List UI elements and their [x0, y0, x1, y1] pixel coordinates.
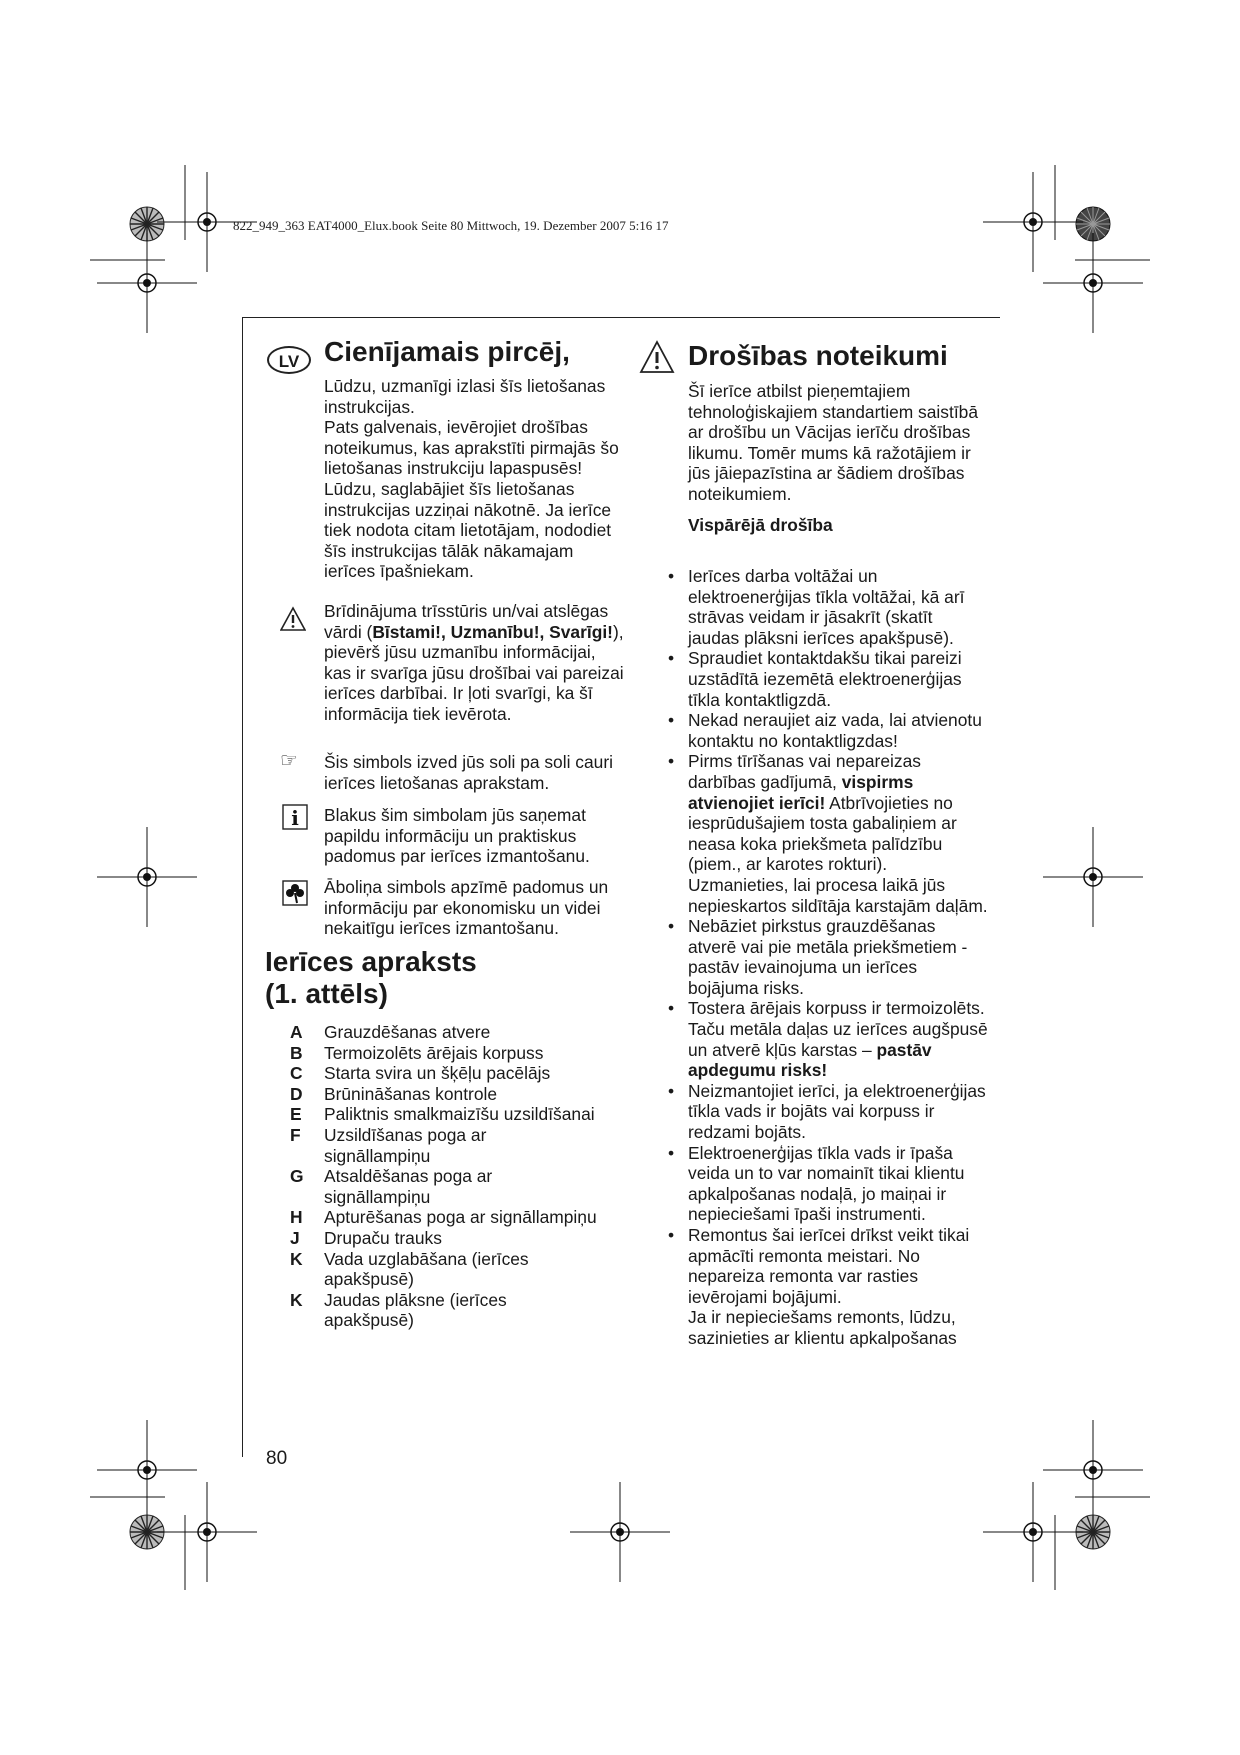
pointing-hand-icon: ☞ [280, 750, 298, 772]
list-item: G Atsaldēšanas poga ar signāllampiņu [290, 1166, 493, 1207]
list-item: K Jaudas plāksne (ierīces apakšpusē) [290, 1289, 507, 1331]
list-item: • Nekad neraujiet aiz vada, lai atvienotu kontaktu no kontaktligzdas! [688, 710, 988, 751]
registration-cross-icon [97, 827, 197, 927]
list-item: D Brūnināšanas kontrole [290, 1083, 498, 1104]
registration-cross-icon [97, 233, 197, 333]
list-item: • Neizmantojiet ierīci, ja elektroenerģijas tīkla vads ir bojāts vai korpuss ir redzami bojāts. [688, 1081, 988, 1143]
list-item: • Nebāziet pirkstus grauzdēšanas atverē vai pie metāla priekšmetiem - pastāv ievainojuma un ierīces bojājuma risks. [688, 916, 988, 998]
list-item: • Tostera ārējais korpuss ir termoizolēts. Taču metāla daļas uz ierīces augšpusē un atverē kļūs karstas – pastāv apdegumu risks! [688, 998, 988, 1080]
registration-cross-icon [1043, 1420, 1143, 1520]
language-badge: LV [267, 346, 311, 374]
list-item: J Drupaču trauks [290, 1227, 442, 1248]
warning-triangle-icon [639, 340, 675, 374]
warning-triangle-icon [280, 606, 306, 632]
page-number: 80 [266, 1448, 288, 1469]
intro-paragraph: Pats galvenais, ievērojiet drošības noteikumus, kas aprakstīti pirmajās šo lietošanas instrukciju lapaspusēs! Lūdzu, saglabājiet šīs lietošanas instrukcijas uzziņai nākotnē. Ja ierīce tiek nodota citam lietotājam, nododiet šīs instrukcijas tālāk nākamajam ierīces īpašniekam. [324, 417, 619, 582]
list-item: • Remontus šai ierīcei drīkst veikt tikai apmācīti remonta meistari. No nepareiza remonta var rasties ievērojami bojājumi. Ja ir nepieciešams remonts, lūdzu, sazinieties ar klientu apkalpošanas [688, 1225, 988, 1349]
list-item: E Paliktnis smalkmaizīšu uzsildīšanai [290, 1104, 595, 1125]
registration-cross-icon [983, 172, 1083, 272]
list-item: F Uzsildīšanas poga ar signāllampiņu [290, 1124, 487, 1166]
list-item: • Ierīces darba voltāžai un elektroenerģijas tīkla voltāžai, kā arī strāvas veidam ir jāsakrīt (skatīt jaudas plāksni ierīces apakšpusē). [688, 566, 988, 648]
warning-explanation: Brīdinājuma trīsstūris un/vai atslēgas vārdi (Bīstami!, Uzmanību!, Svarīgi!), pievērš jūsu uzmanību informācijai, kas ir svarīga jūsu drošībai vai pareizai ierīces darbībai. Ir ļoti svarīgi, ka šī informācija tiek ievērota. [324, 601, 624, 724]
column-rule-horizontal [242, 317, 1000, 318]
info-icon [282, 804, 308, 830]
list-item: • Elektroenerģijas tīkla vads ir īpaša veida un to var nomainīt tikai klientu apkalpošanas nodaļā, jo maiņai ir nepieciešami īpaši instrumenti. [688, 1143, 988, 1225]
column-rule-vertical [242, 317, 243, 1457]
print-header: 822_949_363 EAT4000_Elux.book Seite 80 Mittwoch, 19. Dezember 2007 5:16 17 [233, 218, 669, 233]
subheading: Vispārējā drošība [688, 514, 833, 535]
list-item: • Spraudiet kontaktdakšu tikai pareizi uzstādītā iezemētā elektroenerģijas tīkla kontaktligzdā. [688, 648, 988, 710]
registration-cross-icon [1043, 827, 1143, 927]
list-item: A Grauzdēšanas atvere [290, 1022, 491, 1042]
registration-cross-icon [1043, 233, 1143, 333]
clover-explanation: Āboliņa simbols apzīmē padomus un informāciju par ekonomisku un videi nekaitīgu ierīces izmantošanu. [324, 877, 609, 939]
registration-cross-icon [570, 1482, 670, 1582]
section-title: Ierīces apraksts (1. attēls) [265, 946, 477, 1009]
list-item: C Starta svira un šķēļu pacēlājs [290, 1063, 551, 1084]
registration-cross-icon [157, 1482, 257, 1582]
hand-explanation: Šis simbols izved jūs soli pa soli cauri ierīces lietošanas aprakstam. [324, 752, 613, 793]
parts-list [290, 1022, 624, 1331]
safety-list [688, 566, 988, 1349]
svg-text:i: i [291, 806, 299, 830]
registration-cross-icon [983, 1482, 1083, 1582]
registration-cross-icon [97, 1420, 197, 1520]
list-item: • Pirms tīrīšanas vai nepareizas darbības gadījumā, vispirms atvienojiet ierīci! Atbrīvojieties no iesprūdušajiem tosta gabaliņiem ar neasa koka priekšmeta palīdzību (piem., ar karotes rokturi). Uzmanieties, lai procesa laikā jūs nepieskartos sildītāja karstajām daļām. [688, 751, 988, 916]
safety-title: Drošības noteikumi [688, 340, 948, 371]
list-item: K Vada uzglabāšana (ierīces apakšpusē) [290, 1248, 529, 1290]
safety-intro: Šī ierīce atbilst pieņemtajiem tehnoloģiskajiem standartiem saistībā ar drošību un Vācijas ierīču drošības likumu. Tomēr mums kā ražotājiem ir jūs jāiepazīstina ar šādiem drošības noteikumiem. [688, 381, 978, 504]
list-item: B Termoizolēts ārējais korpuss [290, 1042, 544, 1063]
page-title: Cienījamais pircēj, [324, 336, 570, 367]
list-item: H Apturēšanas poga ar signāllampiņu [290, 1207, 597, 1228]
intro-paragraph: Lūdzu, uzmanīgi izlasi šīs lietošanas instrukcijas. [324, 376, 606, 417]
info-explanation: Blakus šim simbolam jūs saņemat papildu informāciju un praktiskus padomus par ierīces izmantošanu. [324, 805, 590, 867]
clover-icon [282, 880, 308, 906]
